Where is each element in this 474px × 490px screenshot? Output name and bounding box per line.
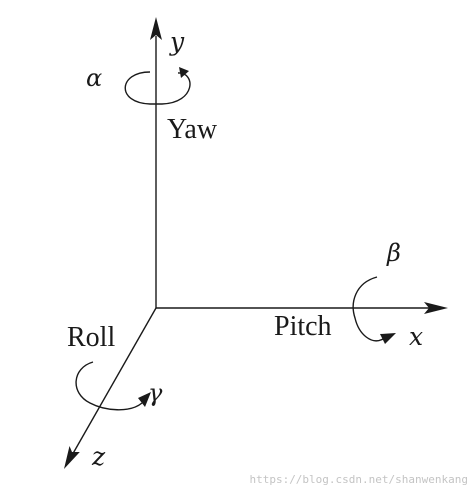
- y-axis-label: y: [170, 27, 185, 56]
- roll-symbol: γ: [148, 379, 163, 407]
- yaw-label: Yaw: [167, 114, 218, 145]
- roll-rotation-arc: [76, 362, 142, 410]
- z-axis-label: z: [92, 442, 106, 471]
- pitch-rotation-arrowhead: [380, 333, 396, 344]
- pitch-rotation-arc: [353, 277, 383, 341]
- yaw-symbol: α: [86, 64, 103, 92]
- roll-rotation-arrow: [76, 362, 151, 410]
- pitch-symbol: β: [387, 239, 401, 267]
- roll-label: Roll: [67, 322, 116, 353]
- pitch-rotation-arrow: [353, 277, 396, 344]
- yaw-rotation-arc: [125, 72, 190, 104]
- pitch-label: Pitch: [274, 311, 332, 342]
- yaw-rotation-arrow: [125, 67, 190, 104]
- x-axis-label: x: [409, 322, 424, 351]
- z-axis-arrowhead: [64, 446, 80, 469]
- watermark-url: https://blog.csdn.net/shanwenkang: [249, 473, 468, 486]
